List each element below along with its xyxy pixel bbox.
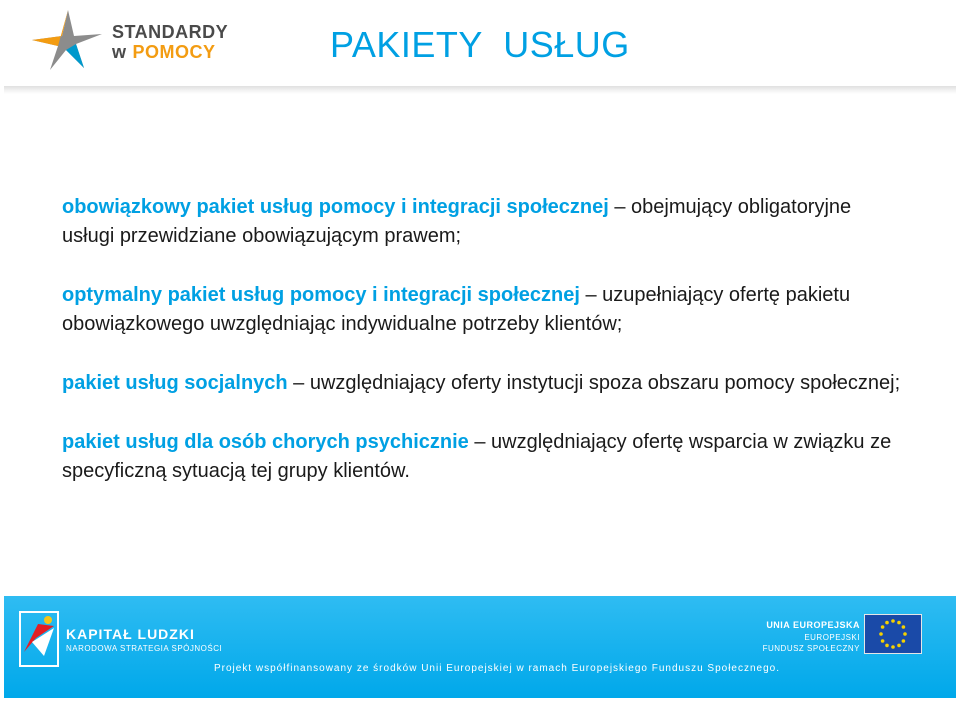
list-item [62, 369, 902, 398]
list-item [62, 428, 902, 486]
footer-caption: Projekt współfinansowany ze środków Unii Europejskiej w ramach Europejskiego Funduszu Społecznego. [214, 663, 781, 674]
standardy-w-pomocy-logo [28, 6, 248, 76]
page-title: PAKIETY USŁUG [330, 24, 630, 65]
item-lead: pakiet usług socjalnych [62, 372, 288, 394]
footer [4, 596, 956, 698]
header [0, 0, 960, 88]
eu-flag-icon [864, 614, 922, 654]
ue-line-2: EUROPEJSKI [804, 633, 860, 642]
item-rest: – uwzględniający oferty instytucji spoza obszaru pomocy społecznej; [287, 372, 901, 394]
ue-line-1: UNIA EUROPEJSKA [766, 620, 860, 630]
content-list [62, 193, 902, 516]
list-item [62, 281, 902, 339]
item-rest: – uwzględniający ofertę wsparcia w związku ze specyficzną sytuacją tej grupy klientów. [62, 431, 892, 482]
item-lead: optymalny pakiet usług pomocy i integracji społecznej [62, 284, 580, 306]
star-figure-icon [28, 6, 108, 76]
logo-line-2 [112, 42, 216, 63]
logo-line-1: STANDARDY [112, 22, 229, 42]
item-lead: pakiet usług dla osób chorych psychicznie [62, 431, 469, 453]
header-divider [4, 86, 956, 94]
list-item [62, 193, 902, 251]
logo-main: POMOCY [132, 42, 216, 62]
kl-subtitle: NARODOWA STRATEGIA SPÓJNOŚCI [66, 644, 223, 653]
kl-title: KAPITAŁ LUDZKI [66, 626, 195, 642]
kapital-ludzki-logo-icon [18, 606, 60, 668]
item-rest: – uzupełniający ofertę pakietu obowiązkowego uwzględniając indywidualne potrzeby klientów; [62, 284, 851, 335]
item-rest: – obejmujący obligatoryjne usługi przewidziane obowiązującym prawem; [62, 196, 852, 247]
item-lead: obowiązkowy pakiet usług pomocy i integracji społecznej [62, 196, 609, 218]
ue-line-3: FUNDUSZ SPOŁECZNY [762, 644, 860, 653]
logo-prefix: w [112, 42, 127, 62]
